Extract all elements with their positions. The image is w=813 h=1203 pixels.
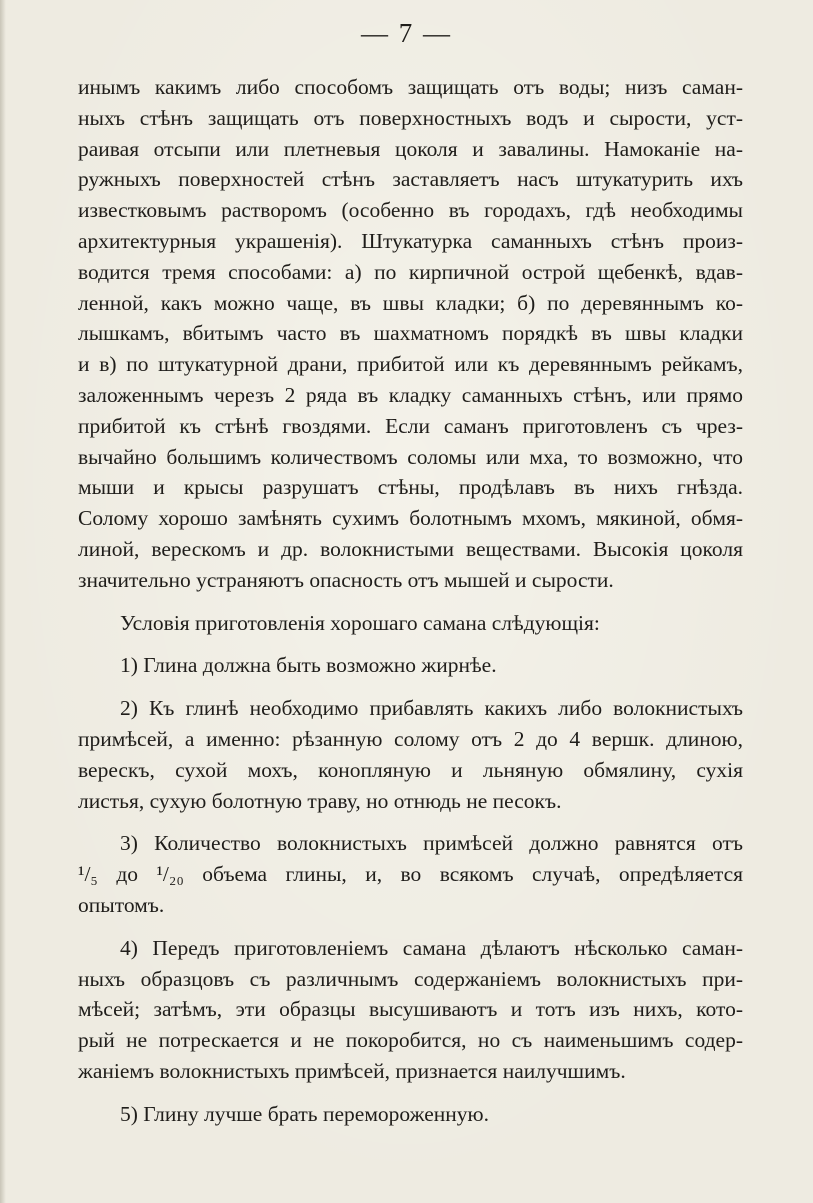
text-line: прибитой къ стѣнѣ гвоздями. Если саманъ приготовленъ съ чрез- [78,413,743,438]
text-line: мыши и крысы разрушатъ стѣны, продѣлавъ въ нихъ гнѣзда. [78,475,743,500]
paragraph-condition-4 [78,933,743,1087]
paragraph-condition-3 [78,828,743,920]
text-line: жаніемъ волокнистыхъ примѣсей, признается наилучшимъ. [78,1058,626,1083]
text-line: 3) Количество волокнистыхъ примѣсей должно равнятся отъ [120,831,743,856]
text-line: ленной, какъ можно чаще, въ швы кладки; б) по деревяннымъ ко- [78,290,743,315]
text-line: и в) по штукатурной драни, прибитой или къ деревяннымъ рейкамъ, [78,352,743,377]
text-line: ныхъ образцовъ съ различнымъ содержаніемъ волокнистыхъ при- [78,966,743,991]
text-line: линой, верескомъ и др. волокнистыми веществами. Высокія цоколя [78,536,743,561]
text-line: водится тремя способами: а) по кирпичной острой щебенкѣ, вдав- [78,259,743,284]
text-line: вычайно большимъ количествомъ соломы или мха, то возможно, что [78,444,743,469]
text-line: 2) Къ глинѣ необходимо прибавлять какихъ либо волокнистыхъ [120,696,743,721]
text-line: 1) Глина должна быть возможно жирнѣе. [120,653,497,678]
paragraph-conditions-heading [78,608,743,639]
text-line: ружныхъ поверхностей стѣнъ заставляетъ насъ штукатурить ихъ [78,167,743,192]
page-edge-shadow [0,0,6,1203]
text-line: 5) Глину лучше брать перемороженную. [120,1101,489,1126]
text-line: опытомъ. [78,892,165,917]
text-line: верескъ, сухой мохъ, конопляную и льняную обмялину, сухія [78,757,743,782]
text-line: Солому хорошо замѣнять сухимъ болотнымъ мхомъ, мякиной, обмя- [78,506,743,531]
text-line: мѣсей; затѣмъ, эти образцы высушиваютъ и тотъ изъ нихъ, кото- [78,997,743,1022]
text-line: ныхъ стѣнъ защищать отъ поверхностныхъ водъ и сырости, уст- [78,105,743,130]
text-line: архитектурныя украшенія). Штукатурка саманныхъ стѣнъ произ- [78,228,743,253]
text-line: лышкамъ, вбитымъ часто въ шахматномъ порядкѣ въ швы кладки [78,321,743,346]
text-line: Условія приготовленія хорошаго самана слѣдующія: [120,610,600,635]
text-line: 4) Передъ приготовленіемъ самана дѣлаютъ нѣсколько саман- [120,935,743,960]
text-line: примѣсей, а именно: рѣзанную солому отъ 2 до 4 вершк. длиною, [78,726,743,751]
text-line: инымъ какимъ либо способомъ защищать отъ воды; низъ саман- [78,75,743,99]
paragraph-samann-walls [78,72,743,596]
text-line: раивая отсыпи или плетневыя цоколя и завалины. Намоканіе на- [78,136,743,161]
text-line: заложеннымъ черезъ 2 ряда въ кладку саманныхъ стѣнъ, или прямо [78,382,743,407]
text-line: значительно устраняютъ опасность отъ мышей и сырости. [78,567,614,592]
text-line: рый не потрескается и не покоробится, но съ наименьшимъ содер- [78,1028,743,1053]
paragraph-condition-5 [78,1099,743,1130]
text-line: известковымъ растворомъ (особенно въ городахъ, гдѣ необходимы [78,198,743,223]
paragraph-condition-1 [78,650,743,681]
body-text [78,72,743,1130]
text-line: листья, сухую болотную траву, но отнюдь не песокъ. [78,788,562,813]
paragraph-condition-2 [78,693,743,816]
text-line: ¹/₅ до ¹/₂₀ объема глины, и, во всякомъ случаѣ, опредѣляется [78,862,743,887]
page-number: — 7 — [361,18,452,48]
